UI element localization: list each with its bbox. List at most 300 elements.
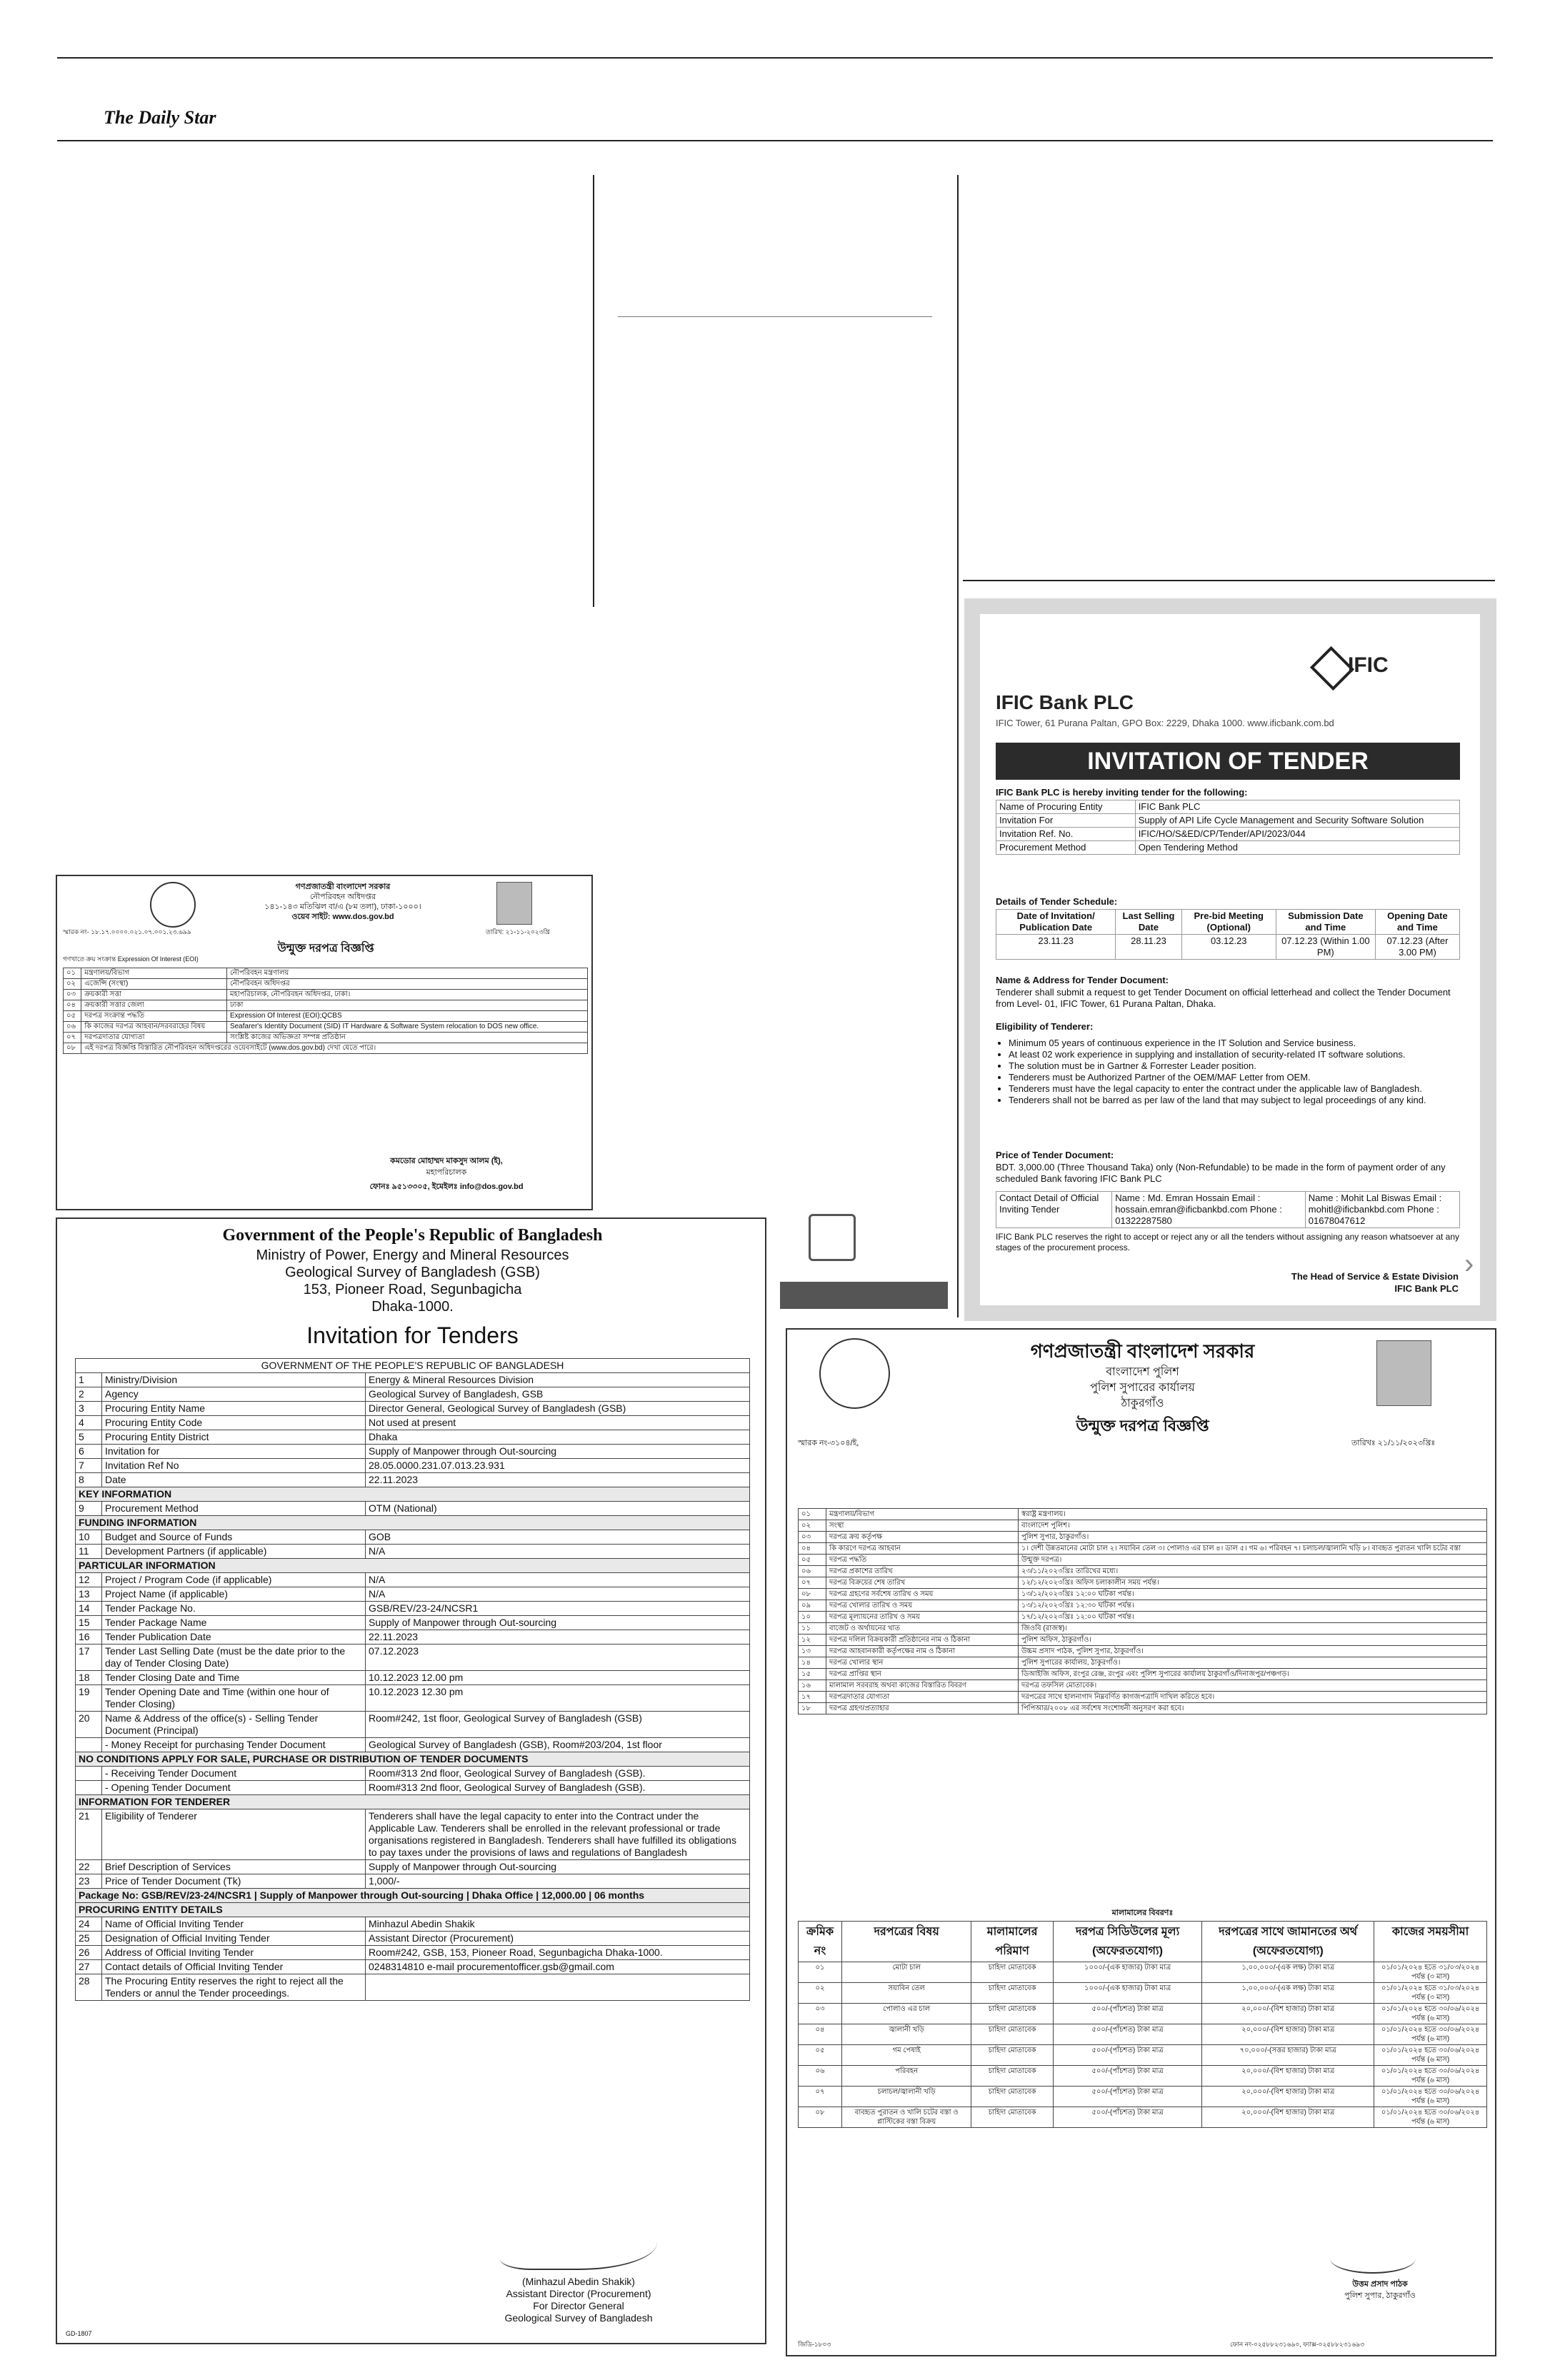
row-value: Supply of API Life Cycle Management and Security Software Solution [1135, 814, 1459, 828]
schedule-cell: ৭০,০০০/-(সত্তর হাজার) টাকা মাত্র [1202, 2045, 1374, 2066]
column-rule-right [957, 175, 959, 1317]
row-number: ০৪ [64, 1000, 81, 1011]
row-value: জিওবি (রাজস্ব)। [1019, 1623, 1487, 1635]
gsb-table-title: GOVERNMENT OF THE PEOPLE'S REPUBLIC OF BANGLADESH [76, 1359, 750, 1373]
row-value: দরপত্রের সাথে হালনাগাদ নিম্নবর্ণিত কাগজপত্রাদি দাখিল করিতে হবে। [1019, 1692, 1487, 1703]
gsb-notice [56, 1217, 766, 2344]
table-row [799, 1703, 1487, 1714]
row-value: Room#313 2nd floor, Geological Survey of Bangladesh (GSB). [366, 1767, 750, 1781]
top-rule [57, 57, 1493, 59]
table-row [76, 1795, 750, 1809]
table-row [799, 1983, 1487, 2004]
row-number: 18 [76, 1671, 102, 1685]
portrait-photo [496, 882, 532, 925]
ific-price-label: Price of Tender Document: [996, 1150, 1114, 1160]
row-number: ০৮ [799, 1589, 826, 1600]
gsb-signer3: For Director General [533, 2300, 624, 2311]
section-heading: Package No: GSB/REV/23-24/NCSR1 | Supply of Manpower through Out-sourcing | Dhaka Office | 12,000.00 | 06 months [76, 1889, 750, 1903]
police-footer-left: জিডি-১৮০৩ [798, 2341, 831, 2348]
row-number: ০৭ [64, 1033, 81, 1043]
row-number: ১১ [799, 1623, 826, 1635]
table-row [76, 1502, 750, 1516]
table-row [76, 1487, 750, 1502]
row-label: Tender Publication Date [102, 1630, 366, 1645]
signature-image [500, 2215, 657, 2270]
ific-logo-text: IFIC Bank PLC [996, 691, 1134, 713]
row-number: 12 [76, 1573, 102, 1587]
table-row [76, 1459, 750, 1473]
row-label: Invitation Ref No [102, 1459, 366, 1473]
row-number: 6 [76, 1445, 102, 1459]
row-label: দরপত্রদাতার যোগ্যতা [826, 1692, 1019, 1703]
row-value: IFIC/HO/S&ED/CP/Tender/API/2023/044 [1135, 828, 1459, 841]
schedule-cell: চাহিদা মোতাবেক [971, 1983, 1054, 2004]
table-row [76, 1974, 750, 2001]
schedule-cell: ৫০০/-(পাঁচশত) টাকা মাত্র [1053, 2004, 1201, 2024]
schedule-cell: ০৮ [799, 2107, 842, 2128]
row-value: পিপিআর/২০০৮ এর সর্বশেষ সংশোধনী অনুসরণ করা হবে। [1019, 1703, 1487, 1714]
police-header1: গণপ্রজাতন্ত্রী বাংলাদেশ সরকার [1030, 1340, 1255, 1362]
table-row [76, 1602, 750, 1616]
row-number: ১২ [799, 1635, 826, 1646]
schedule-cell: চাহিদা মোতাবেক [971, 2024, 1054, 2045]
gsb-header3: Geological Survey of Bangladesh (GSB) [285, 1265, 540, 1280]
row-value: উচ্চম প্রসাদ পাঠক, পুলিশ সুপার, ঠাকুরগাঁও। [1019, 1646, 1487, 1657]
row-value: Supply of Manpower through Out-sourcing [366, 1445, 750, 1459]
table-row [76, 1545, 750, 1559]
table-row [64, 979, 588, 990]
row-label: Procurement Method [102, 1502, 366, 1516]
row-value: Tenderers shall have the legal capacity to enter into the Contract under the Applicable Law. Tenderers shall be enrolled in the relevant professional or trade organisations registered in Bangladesh. Tenderers shall have fulfilled its obligations to pay taxes under the provisions of laws and regulations of Bangladesh [366, 1809, 750, 1860]
schedule-header: দরপত্রের বিষয় [842, 1922, 971, 1962]
table-row [76, 1445, 750, 1459]
row-number: ০২ [64, 979, 81, 990]
row-value: Minhazul Abedin Shakik [366, 1917, 750, 1932]
schedule-cell: ৫০০/-(পাঁচশত) টাকা মাত্র [1053, 2045, 1201, 2066]
row-value: ২৩/১১/২০২৩খ্রিঃ তারিখের মধ্যে। [1019, 1566, 1487, 1577]
row-value: 22.11.2023 [366, 1630, 750, 1645]
row-number: ১৩ [799, 1646, 826, 1657]
row-label: Invitation Ref. No. [996, 828, 1136, 841]
row-label: Tender Closing Date and Time [102, 1671, 366, 1685]
list-item: • At least 02 work experience in supplying and installation of security-related IT software solutions. [1009, 1049, 1466, 1060]
row-label: - Receiving Tender Document [102, 1767, 366, 1781]
row-number: 10 [76, 1530, 102, 1545]
table-row [799, 1543, 1487, 1555]
row-number: ০৬ [799, 1566, 826, 1577]
row-label: মন্ত্রণালয়/বিভাগ [81, 968, 227, 979]
police-schedule-title: মালামালের বিবরণঃ [1111, 1909, 1174, 1917]
row-value: নৌপরিবহন অধিদপ্তর [226, 979, 587, 990]
row-value: Room#242, GSB, 153, Pioneer Road, Segunbagicha Dhaka-1000. [366, 1946, 750, 1960]
schedule-header: দরপত্রের সাথে জামানতের অর্থ (অফেরতযোগ্য) [1202, 1922, 1374, 1962]
dos-intro: গণখাতে ক্রয় সংক্রান্ত Expression Of Interest (EOI) [63, 955, 199, 963]
gsb-signer4: Geological Survey of Bangladesh [504, 2312, 653, 2324]
row-label: Tender Opening Date and Time (within one hour of Tender Closing) [102, 1685, 366, 1712]
schedule-cell: সয়াবিন তেল [842, 1983, 971, 2004]
dark-strip [780, 1282, 948, 1309]
schedule-cell: চাহিদা মোতাবেক [971, 2004, 1054, 2024]
row-label: দরপত্র দলিল বিক্রয়কারী প্রতিষ্ঠানের নাম ও ঠিকানা [826, 1635, 1019, 1646]
row-number: 11 [76, 1545, 102, 1559]
row-label: সংস্থা [826, 1520, 1019, 1532]
row-label: Ministry/Division [102, 1373, 366, 1387]
table-row [76, 1860, 750, 1874]
signature-image [1330, 2244, 1416, 2274]
row-number: 27 [76, 1960, 102, 1974]
table-row [799, 2087, 1487, 2107]
table-row [799, 1555, 1487, 1566]
police-memo: স্মারক নং-৩১০৪/ই, [798, 1439, 859, 1447]
schedule-cell: বাবহৃত পুরাতন ও খালি চটের বস্তা ও প্লাস্টিকের বস্তা বিক্রয় [842, 2107, 971, 2128]
row-value: 22.11.2023 [366, 1473, 750, 1487]
row-number: 13 [76, 1587, 102, 1602]
table-row [76, 1903, 750, 1917]
gsb-signer2: Assistant Director (Procurement) [506, 2288, 651, 2299]
ific-price-text: BDT. 3,000.00 (Three Thousand Taka) only (Non-Refundable) to be made in the form of payment order of any scheduled Bank favoring IFIC Bank PLC [996, 1162, 1446, 1184]
table-row [996, 841, 1460, 855]
masthead-rule [57, 140, 1493, 141]
schedule-cell: ১০০০/-(এক হাজার) টাকা মাত্র [1053, 1962, 1201, 1983]
row-value: পুলিশ অফিস, ঠাকুরগাঁও। [1019, 1635, 1487, 1646]
schedule-cell: ০১/০১/২০২৪ হতে ৩১/০৩/২০২৪ পর্যন্ত (৩ মাস) [1374, 1983, 1487, 2004]
row-value: Geological Survey of Bangladesh, GSB [366, 1387, 750, 1402]
schedule-cell: ০১/০১/২০২৪ হতে ৩০/০৬/২০২৪ পর্যন্ত (৬ মাস) [1374, 2024, 1487, 2045]
row-label: দরপত্রদাতার যোগ্যতা [81, 1033, 227, 1043]
table-row [799, 1657, 1487, 1669]
row-label: মালামাল সরবরাহ অথবা কাজের বিস্তারিত বিবরণ [826, 1680, 1019, 1692]
schedule-header: Pre-bid Meeting (Optional) [1181, 910, 1276, 935]
row-number: 21 [76, 1809, 102, 1860]
row-label: Contact details of Official Inviting Tender [102, 1960, 366, 1974]
table-row [76, 1767, 750, 1781]
schedule-cell: পোলাও এর চাল [842, 2004, 971, 2024]
ific-brand: IFIC [1348, 653, 1389, 677]
table-row [64, 968, 588, 979]
schedule-cell: পরিবহন [842, 2066, 971, 2087]
table-row [76, 1752, 750, 1767]
row-value: ১৩/১২/২০২৩খ্রিঃ ১২:০০ ঘটিকা পর্যন্ত। [1019, 1589, 1487, 1600]
table-row [799, 1962, 1487, 1983]
row-value: N/A [366, 1573, 750, 1587]
schedule-cell: ২০,০০০/-(বিশ হাজার) টাকা মাত্র [1202, 2107, 1374, 2128]
table-row [76, 1874, 750, 1889]
ific-title: INVITATION OF TENDER [996, 743, 1460, 780]
table-row [799, 1520, 1487, 1532]
schedule-cell: ০৬ [799, 2066, 842, 2087]
row-value: বাংলাদেশ পুলিশ। [1019, 1520, 1487, 1532]
schedule-header: কাজের সময়সীমা [1374, 1922, 1487, 1962]
schedule-header: Date of Invitation/ Publication Date [996, 910, 1116, 935]
row-value: GOB [366, 1530, 750, 1545]
schedule-cell: ২০,০০০/-(বিশ হাজার) টাকা মাত্র [1202, 2024, 1374, 2045]
row-value: N/A [366, 1545, 750, 1559]
row-label: দরপত্র গ্রহণ/প্রত্যাহার [826, 1703, 1019, 1714]
table-row [799, 2004, 1487, 2024]
row-label: Project / Program Code (if applicable) [102, 1573, 366, 1587]
schedule-cell: ৫০০/-(পাঁচশত) টাকা মাত্র [1053, 2107, 1201, 2128]
police-footer-right: ফোন নং-০২৫৮৮২৩১৬৯০, ফ্যাক্স-০২৫৮৮২৩১৬৯৩ [1230, 2341, 1364, 2348]
row-label: দরপত্র মূল্যায়নের তারিখ ও সময় [826, 1612, 1019, 1623]
govt-emblem-icon [150, 882, 196, 928]
ific-top-rule [963, 580, 1495, 581]
row-number: ১৮ [799, 1703, 826, 1714]
dos-header1: গণপ্রজাতন্ত্রী বাংলাদেশ সরকার [295, 883, 391, 891]
gsb-header2: Ministry of Power, Energy and Mineral Resources [256, 1247, 569, 1263]
ific-reserve: IFIC Bank PLC reserves the right to accept or reject any or all the tenders without assigning any reason whatsoever at any stages of the procurement process. [996, 1232, 1460, 1252]
table-row [64, 990, 588, 1000]
dos-website: ওয়েব সাইট: www.dos.gov.bd [291, 913, 394, 921]
schedule-cell: ৫০০/-(পাঁচশত) টাকা মাত্র [1053, 2066, 1201, 2087]
schedule-cell: ২০,০০০/-(বিশ হাজার) টাকা মাত্র [1202, 2066, 1374, 2087]
row-value: Energy & Mineral Resources Division [366, 1373, 750, 1387]
ific-address: IFIC Tower, 61 Purana Paltan, GPO Box: 2229, Dhaka 1000. www.ificbank.com.bd [996, 718, 1334, 728]
row-value: Room#242, 1st floor, Geological Survey of Bangladesh (GSB) [366, 1712, 750, 1738]
row-number: ০৫ [64, 1011, 81, 1022]
table-row [996, 814, 1460, 828]
row-number: ০৪ [799, 1543, 826, 1555]
row-label: - Money Receipt for purchasing Tender Document [102, 1738, 366, 1752]
row-label: Tender Last Selling Date (must be the date prior to the day of Tender Closing Date) [102, 1645, 366, 1671]
row-value: Seafarer's Identity Document (SID) IT Hardware & Software System relocation to DOS new office. [226, 1022, 587, 1033]
row-label: Development Partners (if applicable) [102, 1545, 366, 1559]
row-label: দরপত্র সংক্রান্ত পদ্ধতি [81, 1011, 227, 1022]
row-value: পুলিশ সুপার, ঠাকুরগাঁও। [1019, 1532, 1487, 1543]
table-row [799, 1635, 1487, 1646]
table-row [799, 1509, 1487, 1520]
police-header2: বাংলাদেশ পুলিশ [1106, 1366, 1179, 1378]
masthead-logo: The Daily Star [104, 107, 216, 128]
schedule-header: দরপত্র সিডিউলের মূল্য (অফেরতযোগ্য) [1053, 1922, 1201, 1962]
dos-memo: স্মারক নং- ১৮.১৭.০০০০.০২১.০৭.০০১.২৩.৬৯৯ [63, 928, 191, 935]
row-value: ১। দেশী উন্নতমানের মোটা চাল ২। সয়াবিন তেল ৩। পোলাও এর চাল ৪। ডাল ৫। গম ৬। পরিবহন ৭। চলাচল/জ্বালানি খড়ি ৮। বাবহৃত পুরাতন খালি চটের বস্তা [1019, 1543, 1487, 1555]
row-number: ০১ [799, 1509, 826, 1520]
schedule-cell: চাহিদা মোতাবেক [971, 2107, 1054, 2128]
schedule-cell: চলাচল/জ্বালানী খড়ি [842, 2087, 971, 2107]
schedule-header: Submission Date and Time [1276, 910, 1375, 935]
row-value: Expression Of Interest (EOI);QCBS [226, 1011, 587, 1022]
row-value: IFIC Bank PLC [1135, 800, 1459, 814]
row-label: দরপত্র ক্রয় কর্তৃপক্ষ [826, 1532, 1019, 1543]
row-label: মন্ত্রণালয়/বিভাগ [826, 1509, 1019, 1520]
schedule-cell: চাহিদা মোতাবেক [971, 2045, 1054, 2066]
row-number: ০৮ [64, 1043, 81, 1054]
row-value: ১২/১২/২০২৩খ্রিঃ অফিস চলাকালীন সময় পর্যন্ত। [1019, 1577, 1487, 1589]
row-number: 14 [76, 1602, 102, 1616]
section-heading: PARTICULAR INFORMATION [76, 1559, 750, 1573]
row-number: 24 [76, 1917, 102, 1932]
police-signer-title: পুলিশ সুপার, ঠাকুরগাঁও [1344, 2291, 1416, 2300]
row-label: ক্রয়কারী সত্তা [81, 990, 227, 1000]
gsb-header1: Government of the People's Republic of Bangladesh [222, 1226, 603, 1245]
row-label: কি কাজের দরপত্র আহবান/সরবরাহের বিষয় [81, 1022, 227, 1033]
row-number: 23 [76, 1874, 102, 1889]
row-value: 1,000/- [366, 1874, 750, 1889]
row-label: দরপত্র প্রাপ্তির স্থান [826, 1669, 1019, 1680]
row-value: ঢাকা [226, 1000, 587, 1011]
dos-signer: কমডোর মোহাম্মদ মাকসুদ আলম (ই), [390, 1157, 503, 1165]
schedule-cell: ১,০০,০০০/-(এক লক্ষ) টাকা মাত্র [1202, 1962, 1374, 1983]
row-number: ১৫ [799, 1669, 826, 1680]
schedule-cell: ০১/০১/২০২৪ হতে ৩০/০৬/২০২৪ পর্যন্ত (৬ মাস) [1374, 2066, 1487, 2087]
row-label: কি কারণে দরপত্র আহবান [826, 1543, 1019, 1555]
section-heading: FUNDING INFORMATION [76, 1516, 750, 1530]
table-row [76, 1373, 750, 1387]
dos-address: ১৪১-১৪৩ মতিঝিল বা/এ (৮ম তলা), ঢাকা-১০০০। [264, 903, 421, 911]
row-label: Tender Package Name [102, 1616, 366, 1630]
row-label: ক্রয়কারী সত্তার জেলা [81, 1000, 227, 1011]
row-value: সংশ্লিষ্ট কাজের অভিজ্ঞতা সম্পন্ন প্রতিষ্ঠান [226, 1033, 587, 1043]
ific-schedule-table [996, 909, 1460, 960]
ific-info-table [996, 800, 1460, 855]
row-value: 28.05.0000.231.07.013.23.931 [366, 1459, 750, 1473]
column-rule-left [593, 175, 594, 607]
row-label: Invitation For [996, 814, 1136, 828]
row-number: ০২ [799, 1520, 826, 1532]
list-item: • Tenderers shall not be barred as per law of the land that may subject to legal proceedings of any kind. [1009, 1095, 1466, 1106]
row-value: 07.12.2023 [366, 1645, 750, 1671]
ific-contact1: Name : Md. Emran Hossain Email : hossain.emran@ificbankbd.com Phone : 01322287580 [1112, 1192, 1306, 1228]
section-heading: KEY INFORMATION [76, 1487, 750, 1502]
ific-doc-label: Name & Address for Tender Document: [996, 975, 1169, 985]
row-number: ০৬ [64, 1022, 81, 1033]
police-schedule-table [798, 1921, 1487, 2128]
list-item: • Minimum 05 years of continuous experience in the IT Solution and Service business. [1009, 1038, 1466, 1049]
police-signer: উত্তম প্রসাদ পাঠক [1352, 2280, 1408, 2289]
police-date: তারিখঃ ২১/১১/২০২৩খ্রিঃ [1351, 1439, 1436, 1447]
table-row [76, 1889, 750, 1903]
row-label: Procuring Entity District [102, 1430, 366, 1445]
table-row [76, 1960, 750, 1974]
table-row [76, 1645, 750, 1671]
schedule-cell: ৫০০/-(পাঁচশত) টাকা মাত্র [1053, 2087, 1201, 2107]
dotted-rule [618, 316, 932, 317]
ific-contact-table [996, 1191, 1460, 1228]
row-number [76, 1738, 102, 1752]
row-value: ডিআইজি অফিস, রংপুর রেঞ্জ, রংপুর এবং পুলিশ সুপারের কার্যালয় ঠাকুরগাঁও/দিনাজপুর/পঞ্চগড়। [1019, 1669, 1487, 1680]
table-row [76, 1516, 750, 1530]
ific-doc-text: Tenderer shall submit a request to get Tender Document on official letterhead and collect the Tender Document from Level- 01, IFIC Tower, 61 Purana Paltan, Dhaka. [996, 987, 1451, 1009]
ific-notice [980, 614, 1480, 1305]
schedule-cell: চাহিদা মোতাবেক [971, 2087, 1054, 2107]
row-label: Procurement Method [996, 841, 1136, 855]
row-value: Supply of Manpower through Out-sourcing [366, 1860, 750, 1874]
row-number: 4 [76, 1416, 102, 1430]
dos-title: উন্মুক্ত দরপত্র বিজ্ঞপ্তি [277, 943, 374, 955]
table-row [76, 1685, 750, 1712]
row-label: দরপত্র বিক্রয়ের শেষ তারিখ [826, 1577, 1019, 1589]
row-label: Tender Package No. [102, 1602, 366, 1616]
schedule-cell: ০১/০১/২০২৪ হতে ৩০/০৬/২০২৪ পর্যন্ত (৬ মাস) [1374, 2004, 1487, 2024]
row-value: স্বরাষ্ট্র মন্ত্রণালয়। [1019, 1509, 1487, 1520]
table-row [76, 1712, 750, 1738]
schedule-value: 07.12.23 (Within 1.00 PM) [1276, 935, 1375, 960]
row-number: 20 [76, 1712, 102, 1738]
table-row [799, 1600, 1487, 1612]
table-row [64, 1022, 588, 1033]
list-item: • The solution must be in Gartner & Forrester Leader position. [1009, 1060, 1466, 1072]
dos-notice [56, 875, 593, 1210]
row-number: 26 [76, 1946, 102, 1960]
schedule-cell: ২০,০০০/-(বিশ হাজার) টাকা মাত্র [1202, 2004, 1374, 2024]
table-row [799, 2066, 1487, 2087]
police-table-wrap [798, 1508, 1487, 1714]
row-number: 8 [76, 1473, 102, 1487]
schedule-cell: ০৪ [799, 2024, 842, 2045]
schedule-cell: ০১/০১/২০২৪ হতে ৩০/০৬/২০২৪ পর্যন্ত (৬ মাস) [1374, 2107, 1487, 2128]
police-schedule-wrap [798, 1921, 1487, 2128]
table-row [64, 1011, 588, 1022]
schedule-cell: ০১/০১/২০২৪ হতে ৩১/০৩/২০২৪ পর্যন্ত (৩ মাস) [1374, 1962, 1487, 1983]
row-value: Assistant Director (Procurement) [366, 1932, 750, 1946]
row-label: দরপত্র গ্রহণের সর্বশেষ তারিখ ও সময় [826, 1589, 1019, 1600]
gsb-header4: 153, Pioneer Road, Segunbagicha [303, 1282, 522, 1297]
row-number: 1 [76, 1373, 102, 1387]
table-row [76, 1946, 750, 1960]
gsb-table-wrap [75, 1358, 750, 2001]
schedule-cell: চাহিদা মোতাবেক [971, 1962, 1054, 1983]
schedule-cell: ০১/০১/২০২৪ হতে ৩০/০৬/২০২৪ পর্যন্ত (৬ মাস) [1374, 2087, 1487, 2107]
row-value: 10.12.2023 12.00 pm [366, 1671, 750, 1685]
ific-intro: IFIC Bank PLC is hereby inviting tender for the following: [996, 787, 1248, 798]
ific-schedule-wrap [996, 909, 1460, 960]
row-number: 5 [76, 1430, 102, 1445]
schedule-cell: ১,০০,০০০/-(এক লক্ষ) টাকা মাত্র [1202, 1983, 1374, 2004]
schedule-cell: ০১ [799, 1962, 842, 1983]
section-heading: INFORMATION FOR TENDERER [76, 1795, 750, 1809]
row-label: Designation of Official Inviting Tender [102, 1932, 366, 1946]
row-label: Budget and Source of Funds [102, 1530, 366, 1545]
schedule-cell: জ্বালানী খড়ি [842, 2024, 971, 2045]
dos-table [63, 968, 588, 1054]
row-label: দরপত্র খোলার তারিখ ও সময় [826, 1600, 1019, 1612]
schedule-cell: ০৭ [799, 2087, 842, 2107]
table-row [76, 1932, 750, 1946]
row-value: 0248314810 e-mail procurementofficer.gsb@gmail.com [366, 1960, 750, 1974]
row-label: The Procuring Entity reserves the right to reject all the Tenders or annul the Tender proceedings. [102, 1974, 366, 2001]
police-table [798, 1508, 1487, 1714]
table-row [76, 1587, 750, 1602]
ific-elig-label: Eligibility of Tenderer: [996, 1021, 1094, 1032]
table-row [996, 828, 1460, 841]
row-number [76, 1781, 102, 1795]
row-label: - Opening Tender Document [102, 1781, 366, 1795]
row-label: দরপত্র আহবানকারী কর্তৃপক্ষের নাম ও ঠিকানা [826, 1646, 1019, 1657]
table-row [76, 1917, 750, 1932]
table-row [799, 1566, 1487, 1577]
row-value: ১৩/১২/২০২৩খ্রিঃ ১২:৩০ ঘটিকা পর্যন্ত। [1019, 1600, 1487, 1612]
schedule-cell: ৫০০/-(পাঁচশত) টাকা মাত্র [1053, 2024, 1201, 2045]
row-label: Name of Official Inviting Tender [102, 1917, 366, 1932]
row-label: দরপত্র পদ্ধতি [826, 1555, 1019, 1566]
police-header3: পুলিশ সুপারের কার্যালয় [1090, 1382, 1195, 1394]
row-number: ০৯ [799, 1600, 826, 1612]
dos-date: তারিখ: ২১-১১-২০২৩খ্রি [486, 928, 550, 935]
table-row [799, 1623, 1487, 1635]
row-label: Brief Description of Services [102, 1860, 366, 1874]
table-row [76, 1781, 750, 1795]
row-number: ০৭ [799, 1577, 826, 1589]
row-number: 7 [76, 1459, 102, 1473]
list-item: • Tenderers must have the legal capacity to enter the contract under the applicable law of Bangladesh. [1009, 1083, 1466, 1095]
row-value: Dhaka [366, 1430, 750, 1445]
row-number: ১৭ [799, 1692, 826, 1703]
schedule-cell: ০১/০১/২০২৪ হতে ৩০/০৬/২০২৪ পর্যন্ত (৬ মাস) [1374, 2045, 1487, 2066]
police-title: উন্মুক্ত দরপত্র বিজ্ঞপ্তি [1076, 1417, 1209, 1435]
row-label: বাজেট ও অর্থায়নের খাত [826, 1623, 1019, 1635]
row-value [366, 1974, 750, 2001]
row-number: 19 [76, 1685, 102, 1712]
